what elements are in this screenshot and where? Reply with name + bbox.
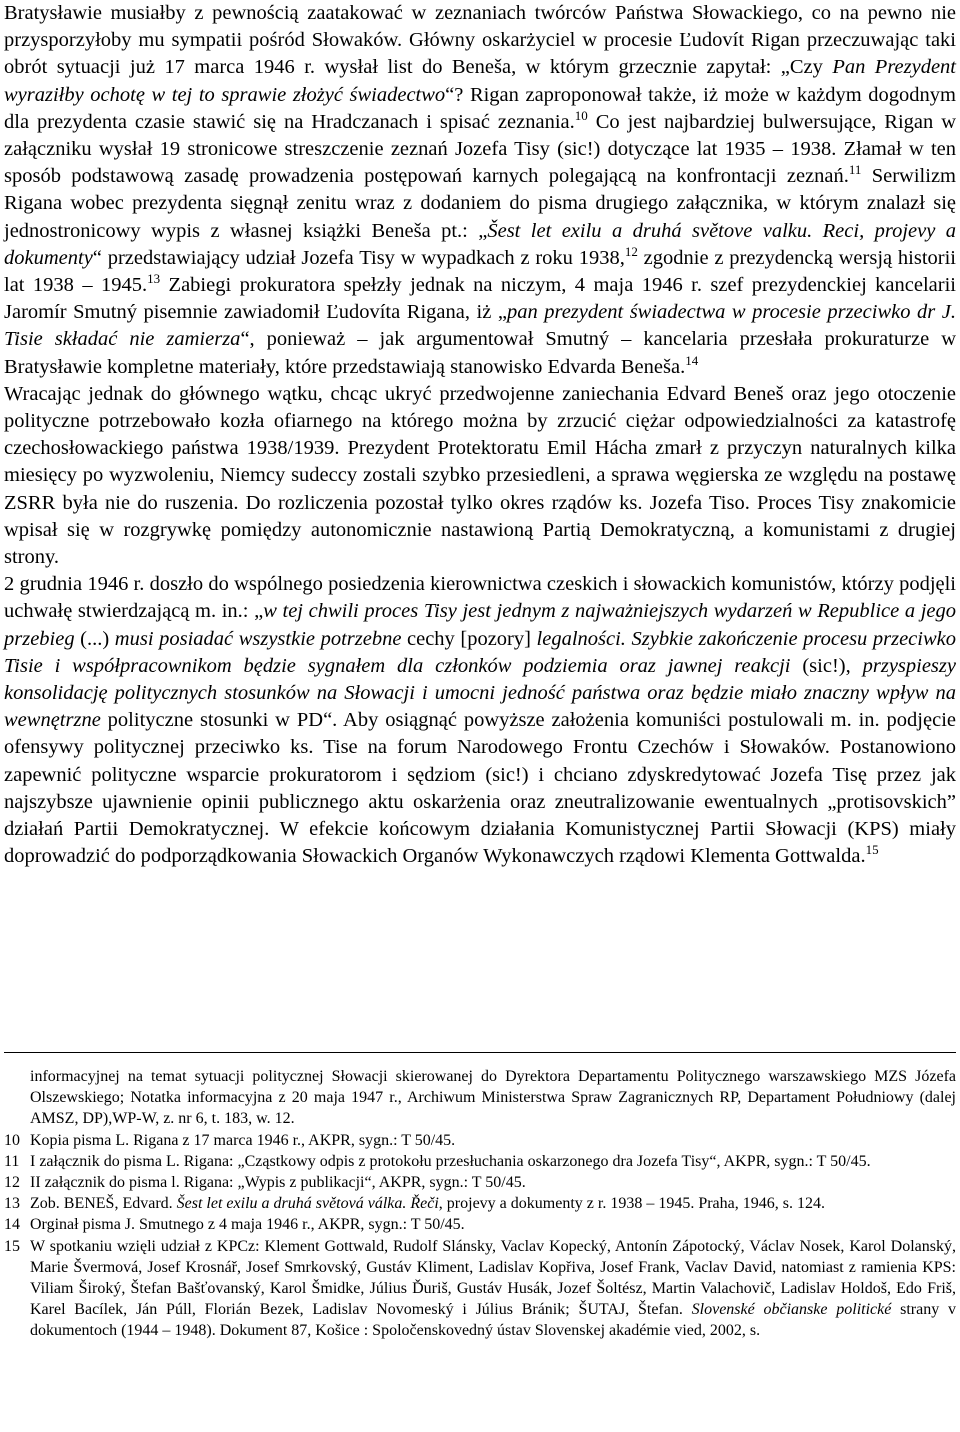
footnote-ref: 15	[865, 842, 879, 858]
footnote-11	[4, 1151, 956, 1172]
italic-text: Šest let exilu a druhá světove valku. Reci, projevy a dokumenty	[4, 219, 956, 269]
footnote-number: 10	[4, 1131, 20, 1149]
italic-text: legalności. Szybkie zakończenie procesu przeciwko Tisie i współpracownikom będzie sygnałem dla członków podziemia oraz jawnej reakcji	[4, 627, 956, 677]
footnote-15	[4, 1236, 956, 1342]
footnote-14	[4, 1214, 956, 1235]
main-text	[4, 0, 956, 871]
footnotes	[4, 1066, 956, 1342]
footnote-number: 13	[4, 1195, 20, 1213]
italic-text: Slovenské občianske politické	[691, 1301, 892, 1319]
footnote-number: 12	[4, 1174, 20, 1192]
footnote-continuation: informacyjnej na temat sytuacji politycznej Słowacji skierowanej do Dyrektora Departamentu Politycznego warszawskiego MZS Józefa Olszewskiego; Notatka informacyjna z 20 maja 1947 r., Archiwum Ministerstwa Spraw Zagranicznych RP, Departament Południowy (dalej AMSZ, DP),WP-W, z. nr 6, t. 183, w. 12.	[30, 1068, 956, 1128]
footnote-ref: 10	[574, 107, 588, 123]
italic-text: Pan Prezydent wyraziłby ochotę w tej to sprawie złożyć świadectwo	[4, 56, 957, 106]
footnote-text: W spotkaniu wzięli udział z KPCz: Klement Gottwald, Rudolf Slánsky, Vaclav Kopecký, Antonín Zápotocký, Václav Nosek, Karol Dolanský, Marie Švermová, Josef Krosnář, Josef Smrkovský, Gustáv Kliment, Ladislav Kopřiva, Josef Frank, Vaclav David, natomiast z ramienia KPS: Viliam Široký, Štefan Bašťovanský, Karol Šmidke, Július Ďuriš, Gustáv Husák, Jozef Šoltész, Martin Valachovič, Ladislav Holdoš, Edo Friš, Karel Bacílek, Ján Púll, Florián Bezek, Ladislav Novomeský i Július Bránik; ŠUTAJ, Štefan. Slovenské občianske politické strany v dokumentoch (1944 – 1948). Dokument 87, Košice : Spoločenskovedný ústav Slovenskej akadémie vied, 2002, s.	[30, 1237, 957, 1340]
italic-text: Šest let exilu a druhá světová válka. Řeči	[176, 1195, 439, 1213]
footnote-text: I załącznik do pisma L. Rigana: „Cząstkowy odpis z protokołu przesłuchania oskarzonego dra Jozefa Tisy“, AKPR, sygn.: T 50/45.	[30, 1152, 871, 1170]
italic-text: przyspieszy konsolidację politycznych stosunków na Słowacji i umocni jedność państwa oraz będzie miało znaczny wpływ na wewnętrzne	[4, 654, 956, 732]
footnote-ref: 14	[685, 352, 699, 368]
footnote-10	[4, 1130, 956, 1151]
italic-text: musi posiadać wszystkie potrzebne	[114, 627, 402, 650]
footnote-number: 14	[4, 1216, 20, 1234]
paragraph-3: 2 grudnia 1946 r. doszło do wspólnego posiedzenia kierownictwa czeskich i słowackich komunistów, którzy podjęli uchwałę stwierdzającą m. in.: „w tej chwili proces Tisy jest jednym z najważniejszych wydarzeń w Republice a jego przebieg (...) musi posiadać wszystkie potrzebne cechy [pozory] legalności. Szybkie zakończenie procesu przeciwko Tisie i współpracownikom będzie sygnałem dla członków podziemia oraz jawnej reakcji (sic!), przyspieszy konsolidację politycznych stosunków na Słowacji i umocni jedność państwa oraz będzie miało znaczny wpływ na wewnętrzne polityczne stosunki w PD“. Aby osiągnąć powyższe założenia komuniści postulowali m. in. podjęcie ofensywy politycznej przeciwko ks. Tise na forum Narodowego Frontu Czechów i Słowaków. Postanowiono zapewnić polityczne wsparcie prokuratorom i sędziom (sic!) i chciano zdyskredytować Jozefa Tisę przez jak najszybsze ujawnienie opinii publicznego aktu oskarżenia oraz zneutralizowanie ewentualnych „protisovskich” działań Partii Demokratycznej. W efekcie końcowym działania Komunistycznej Partii Słowacji (KPS) miały doprowadzić do podporządkowania Słowackich Organów Wykonawczych rządowi Klementa Gottwalda.$^{15}$	[4, 573, 956, 868]
footnote-separator	[4, 1052, 956, 1053]
italic-text: w tej chwili proces Tisy jest jednym z najważniejszych wydarzeń w Republice a jego przebieg	[4, 600, 956, 650]
footnote-number: 11	[4, 1152, 20, 1170]
paragraph-1: Bratysławie musiałby z pewnością zaatakować w zeznaniach twórców Państwa Słowackiego, co na pewno nie przysporzyłoby mu sympatii pośród Słowaków. Główny oskarżyciel w procesie Ľudovít Rigan przeczuwając taki obrót sytuacji już 17 marca 1946 r. wysłał list do Beneša, w którym grzecznie zapytał: „Czy Pan Prezydent wyraziłby ochotę w tej to sprawie złożyć świadectwo“? Rigan zaproponował także, iż może w każdym dogodnym dla prezydenta czasie stawić się na Hradczanach i spisać zeznania.$^{10}$ Co jest najbardziej bulwersujące, Rigan w załączniku wysłał 19 stronicowe streszczenie zeznań Jozefa Tisy (sic!) dotyczące lat 1935 – 1938. Złamał w ten sposób podstawową zasadę prowadzenia postępowań karnych polegającą na konfrontacji zeznań.$^{11}$ Serwilizm Rigana wobec prezydenta sięgnął zenitu wraz z dodaniem do pisma drugiego załącznika, w którym znalazł się jednostronicowy wypis z własnej książki Beneša pt.: „Šest let exilu a druhá světove valku. Reci, projevy a dokumenty“ przedstawiający udział Jozefa Tisy w wypadkach z roku 1938,12 zgodnie z prezydencką wersją historii lat 1938 – 1945.13 Zabiegi prokuratora spełzły jednak na niczym, 4 maja 1946 r. szef prezydenckiej kancelarii Jaromír Smutný pisemnie zawiadomił Ľudovíta Rigana, iż „pan prezydent świadectwa w procesie przeciwko dr J. Tisie składać nie zamierza“, ponieważ – jak argumentował Smutný – kancelaria przesłała prokuraturze w Bratysławie kompletne materiały, które przedstawiają stanowisko Edvarda Beneša.$^{14}$	[4, 2, 957, 378]
footnote-text: Zob. BENEŠ, Edvard. Šest let exilu a druhá světová válka. Řeči, projevy a dokumenty z r. 1938 – 1945. Praha, 1946, s. 124.	[30, 1195, 825, 1213]
footnote-ref: 11	[848, 162, 862, 178]
footnote-ref: 12	[624, 243, 638, 259]
footnote-text: II załącznik do pisma l. Rigana: „Wypis z publikacji“, AKPR, sygn.: T 50/45.	[30, 1174, 526, 1192]
footnote-text: Kopia pisma L. Rigana z 17 marca 1946 r., AKPR, sygn.: T 50/45.	[30, 1131, 456, 1149]
footnote-12	[4, 1172, 956, 1193]
footnote-text: Orginał pisma J. Smutnego z 4 maja 1946 r., AKPR, sygn.: T 50/45.	[30, 1216, 465, 1234]
footnote-number: 15	[4, 1237, 20, 1255]
paragraph-2: Wracając jednak do głównego wątku, chcąc ukryć przedwojenne zaniechania Edvard Beneš oraz jego otoczenie polityczne potrzebowało kozła ofiarnego na którego można by zrzucić ciężar odpowiedzialności za katastrofę czechosłowackiego państwa 1938/1939. Prezydent Protektoratu Emil Hácha zmarł z przyczyn naturalnych kilka miesięcy po wyzwoleniu, Niemcy sudeccy zostali szybko przesiedleni, a sprawa węgierska ze względu na postawę ZSRR była nie do ruszenia. Do rozliczenia pozostał tylko okres rządów ks. Jozefa Tiso. Proces Tisy znakomicie wpisał się w rozgrywkę pomiędzy autonomicznie nastawioną Partią Demokratyczną, a komunistami z drugiej strony.	[4, 382, 956, 569]
footnote-ref: 13	[147, 271, 161, 287]
footnote-list	[4, 1130, 956, 1342]
italic-text: pan prezydent świadectwa w procesie przeciwko dr J. Tisie składać nie zamierza	[4, 301, 956, 351]
footnote-13	[4, 1193, 956, 1214]
